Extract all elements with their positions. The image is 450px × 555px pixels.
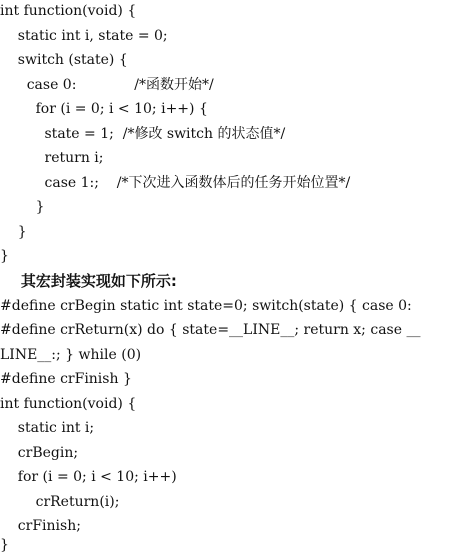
- code-line: crBegin;: [0, 445, 79, 461]
- code-line: for (i = 0; i < 10; i++) {: [0, 101, 208, 117]
- code-line: crFinish;: [0, 518, 81, 534]
- code-line: int function(void) {: [0, 396, 137, 412]
- code-line: state = 1; /*修改 switch 的状态值*/: [0, 126, 286, 142]
- code-line: #define crFinish }: [0, 371, 132, 387]
- code-line: static int i, state = 0;: [0, 28, 168, 44]
- code-line: #define crBegin static int state=0; switch(state) { case 0:: [0, 298, 412, 314]
- code-line: static int i;: [0, 420, 95, 436]
- code-line: switch (state) {: [0, 52, 128, 68]
- code-line: case 1:; /*下次进入函数体后的任务开始位置*/: [0, 175, 351, 191]
- code-line: }: [0, 248, 9, 264]
- code-line: case 0: /*函数开始*/: [0, 77, 214, 93]
- section-heading: 其宏封装实现如下所示:: [0, 272, 177, 290]
- code-line: }: [0, 199, 45, 215]
- code-line: LINE__:; } while (0): [0, 347, 142, 363]
- code-line: }: [0, 224, 27, 240]
- code-line: }: [0, 537, 9, 553]
- code-line: int function(void) {: [0, 3, 137, 19]
- code-line: return i;: [0, 150, 104, 166]
- code-line: #define crReturn(x) do { state=__LINE__; return x; case __: [0, 322, 421, 338]
- code-line: for (i = 0; i < 10; i++): [0, 469, 177, 485]
- code-line: crReturn(i);: [0, 494, 120, 510]
